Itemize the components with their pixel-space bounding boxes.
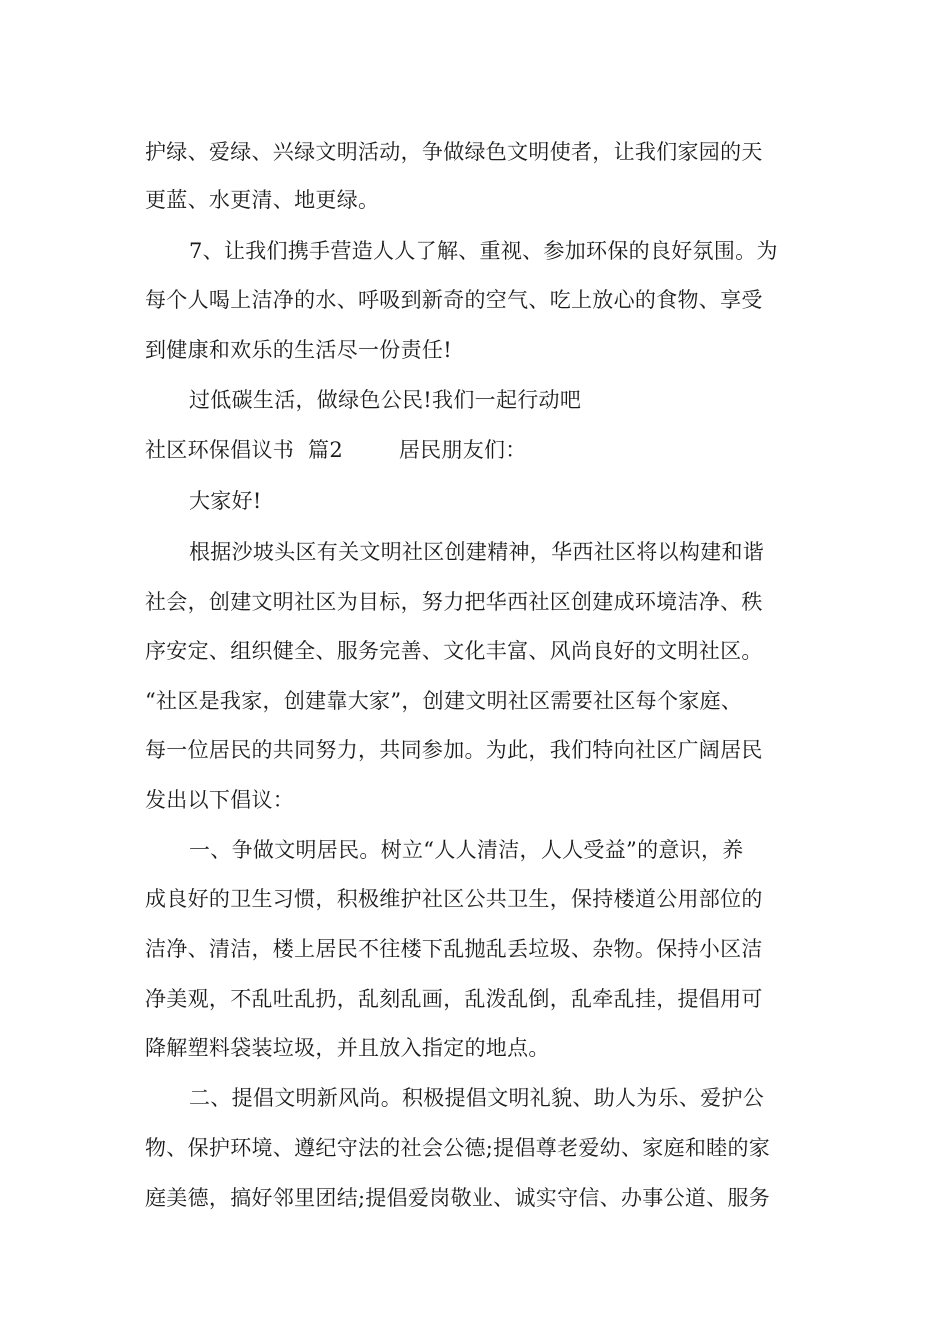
text-line: 社会，创建文明社区为目标，努力把华西社区创建成环境洁净、秩 bbox=[145, 590, 763, 614]
text-line: 每一位居民的共同努力，共同参加。为此，我们特向社区广阔居民 bbox=[145, 738, 763, 762]
text-line: 更蓝、水更清、地更绿。 bbox=[145, 188, 380, 212]
greeting: 大家好! bbox=[189, 489, 262, 513]
text-line: 到健康和欢乐的生活尽一份责任! bbox=[145, 338, 452, 362]
text-line: 根据沙坡头区有关文明社区创建精神，华西社区将以构建和谐 bbox=[189, 540, 765, 564]
text-line: 物、保护环境、遵纪守法的社会公德;提倡尊老爱幼、家庭和睦的家 bbox=[145, 1136, 771, 1160]
text-line: 庭美德，搞好邻里团结;提倡爱岗敬业、诚实守信、办事公道、服务 bbox=[145, 1186, 771, 1210]
text-line: 过低碳生活，做绿色公民!我们一起行动吧 bbox=[189, 388, 582, 412]
text-line: 序安定、组织健全、服务完善、文化丰富、风尚良好的文明社区。 bbox=[145, 639, 763, 663]
text-line: 洁净、清洁，楼上居民不往楼下乱抛乱丢垃圾、杂物。保持小区洁 bbox=[145, 937, 763, 961]
text-line: “社区是我家，创建靠大家”，创建文明社区需要社区每个家庭、 bbox=[145, 689, 743, 713]
text-line: 护绿、爱绿、兴绿文明活动，争做绿色文明使者，让我们家园的天 bbox=[145, 140, 763, 164]
text-line: 成良好的卫生习惯，积极维护社区公共卫生，保持楼道公用部位的 bbox=[145, 887, 763, 911]
text-line: 二、提倡文明新风尚。积极提倡文明礼貌、助人为乐、爱护公 bbox=[189, 1086, 765, 1110]
text-line: 发出以下倡议： bbox=[145, 788, 295, 812]
text-line: 净美观，不乱吐乱扔，乱刻乱画，乱泼乱倒，乱牵乱挂，提倡用可 bbox=[145, 987, 763, 1011]
text-line: 一、争做文明居民。树立“人人清洁，人人受益”的意识，养 bbox=[189, 838, 744, 862]
text-line: 降解塑料袋装垃圾，并且放入指定的地点。 bbox=[145, 1036, 550, 1060]
text-line: 每个人喝上洁净的水、呼吸到新奇的空气、吃上放心的食物、享受 bbox=[145, 288, 763, 312]
text-line: 7、让我们携手营造人人了解、重视、参加环保的良好氛围。为 bbox=[189, 239, 778, 263]
section-heading: 社区环保倡议书 篇2 居民朋友们： bbox=[145, 438, 527, 462]
